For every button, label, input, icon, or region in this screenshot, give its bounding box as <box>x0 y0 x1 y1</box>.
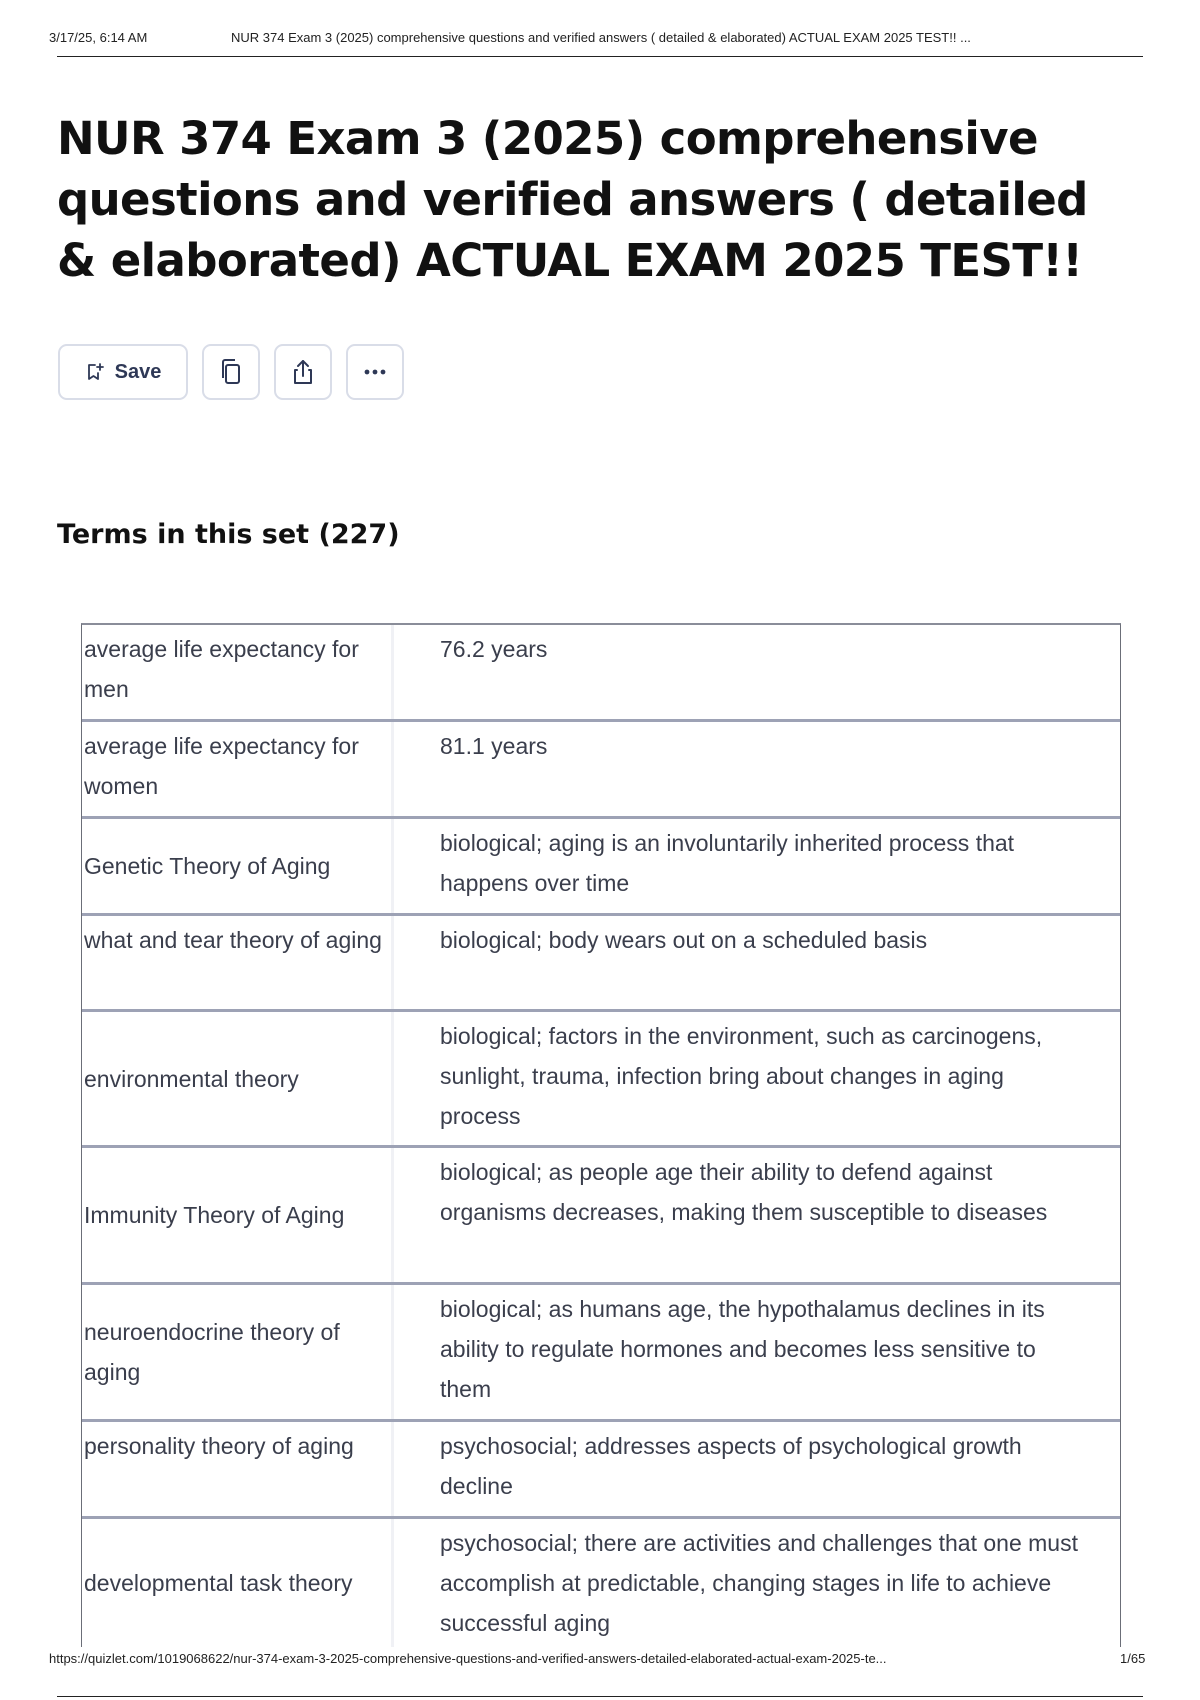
term-cell: average life expectancy for women <box>84 733 359 799</box>
definition-cell: biological; aging is an involuntarily inherited process that happens over time <box>440 830 1015 896</box>
term-cell: Genetic Theory of Aging <box>84 853 331 879</box>
print-date: 3/17/25, 6:14 AM <box>49 30 148 45</box>
print-url: https://quizlet.com/1019068622/nur-374-exam-3-2025-comprehensive-questions-and-verified-answers-detailed-elaborated-actual-exam-2025-te... <box>49 1651 887 1666</box>
term-cell: neuroendocrine theory of aging <box>84 1319 340 1385</box>
share-icon <box>289 357 317 387</box>
terms-heading <box>57 519 400 550</box>
page-number: 1/65 <box>1120 1651 1146 1666</box>
share-button[interactable] <box>274 344 332 400</box>
definition-cell: psychosocial; addresses aspects of psychological growth decline <box>440 1433 1022 1499</box>
table-row <box>82 819 1120 916</box>
definition-cell: biological; factors in the environment, such as carcinogens, sunlight, trauma, infection bring about changes in aging process <box>440 1023 1043 1129</box>
term-cell: personality theory of aging <box>84 1433 354 1459</box>
definition-cell: 76.2 years <box>440 636 548 662</box>
footer-divider <box>57 1696 1143 1697</box>
table-row <box>82 1519 1120 1647</box>
definition-cell: biological; as people age their ability to defend against organisms decreases, making them susceptible to diseases <box>440 1159 1048 1225</box>
bookmark-add-icon <box>85 362 105 382</box>
terms-heading-label: Terms in this set <box>57 519 310 550</box>
table-row <box>82 1012 1120 1148</box>
save-button-label: Save <box>114 360 162 383</box>
table-row <box>82 916 1120 1012</box>
table-row <box>82 1422 1120 1519</box>
term-cell: Immunity Theory of Aging <box>84 1202 345 1228</box>
copy-button[interactable] <box>202 344 260 400</box>
term-cell: environmental theory <box>84 1065 299 1092</box>
table-row <box>82 1148 1120 1285</box>
terms-count: (227) <box>318 519 400 550</box>
more-icon <box>361 368 389 376</box>
definition-cell: biological; as humans age, the hypothalamus declines in its ability to regulate hormones and becomes less sensitive to them <box>440 1296 1045 1402</box>
table-row <box>82 722 1120 819</box>
page-title: NUR 374 Exam 3 (2025) comprehensive questions and verified answers ( detailed & elaborated) ACTUAL EXAM 2025 TEST!! <box>57 112 1088 287</box>
term-cell: average life expectancy for men <box>84 636 359 702</box>
definition-cell: biological; body wears out on a scheduled basis <box>440 927 928 953</box>
more-options-button[interactable] <box>346 344 404 400</box>
table-row <box>82 1285 1120 1422</box>
terms-table <box>81 623 1121 1647</box>
definition-cell: 81.1 years <box>440 733 548 759</box>
header-divider <box>57 56 1143 57</box>
table-row <box>82 625 1120 722</box>
definition-cell: psychosocial; there are activities and challenges that one must accomplish at predictable, changing stages in life to achieve successful aging <box>440 1530 1078 1636</box>
term-cell: developmental task theory <box>84 1570 353 1596</box>
copy-icon <box>217 357 245 387</box>
save-button[interactable] <box>58 344 188 400</box>
term-cell: what and tear theory of aging <box>84 927 382 953</box>
print-doc-title: NUR 374 Exam 3 (2025) comprehensive questions and verified answers ( detailed & elaborated) ACTUAL EXAM 2025 TEST!! ... <box>231 30 971 45</box>
